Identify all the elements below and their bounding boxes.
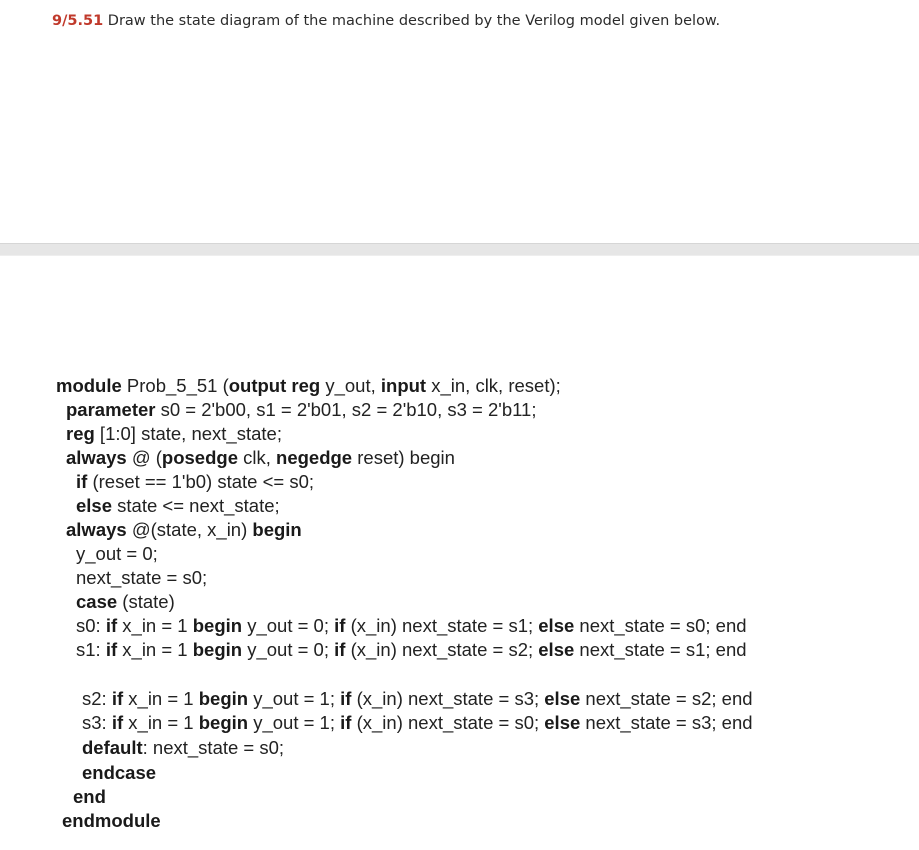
code-line (82, 762, 156, 784)
code-keyword: else (544, 688, 581, 709)
code-keyword: if (111, 688, 124, 709)
code-text: s2: (82, 688, 112, 709)
code-text: s0 = 2'b00, s1 = 2'b01, s2 = 2'b10, s3 = 2'b11; (155, 399, 537, 420)
code-keyword: begin (192, 615, 243, 636)
code-keyword: if (111, 712, 124, 733)
code-keyword: always (66, 519, 127, 540)
code-line (76, 639, 747, 661)
code-text: y_out, (320, 375, 381, 396)
code-line (82, 737, 284, 759)
code-text: y_out = 0; (242, 639, 335, 660)
code-line (82, 712, 753, 734)
code-keyword: end (73, 786, 106, 807)
code-text: x_in = 1 (123, 712, 199, 733)
code-keyword: begin (198, 712, 249, 733)
code-line (66, 447, 455, 469)
code-keyword: endmodule (62, 810, 161, 831)
code-text: next_state = s1; end (574, 639, 747, 660)
code-keyword: case (76, 591, 118, 612)
code-keyword: if (105, 639, 118, 660)
code-line (76, 495, 280, 517)
code-text: (x_in) next_state = s3; (351, 688, 545, 709)
code-line (76, 615, 747, 637)
code-keyword: endcase (82, 762, 157, 783)
code-text: next_state = s3; end (580, 712, 753, 733)
code-text: y_out = 1; (248, 688, 341, 709)
code-text: @ ( (126, 447, 162, 468)
code-keyword: default (82, 737, 143, 758)
code-keyword: always (66, 447, 127, 468)
code-text: (x_in) next_state = s0; (351, 712, 545, 733)
code-text: : next_state = s0; (142, 737, 285, 758)
code-text: clk, (238, 447, 277, 468)
code-keyword: if (340, 712, 352, 733)
code-keyword: module (56, 375, 122, 396)
code-text: s1: (76, 639, 106, 660)
code-keyword: if (334, 615, 346, 636)
code-keyword: reg (66, 423, 95, 444)
code-line (76, 543, 158, 565)
question-number: 9/5.51 (52, 13, 104, 29)
code-keyword: if (76, 471, 88, 492)
question-text: Draw the state diagram of the machine described by the Verilog model given below. (107, 13, 721, 29)
code-text: (state) (117, 591, 175, 612)
code-text: s0: (76, 615, 106, 636)
code-keyword: input (380, 375, 427, 396)
code-text: next_state = s0; (76, 567, 208, 588)
code-line (73, 786, 106, 808)
code-keyword: parameter (66, 399, 156, 420)
code-text: [1:0] state, next_state; (94, 423, 282, 444)
code-line (62, 810, 161, 832)
code-text: x_in = 1 (123, 688, 199, 709)
code-text: s3: (82, 712, 112, 733)
code-line (82, 688, 753, 710)
code-keyword: if (340, 688, 352, 709)
code-text: (reset == 1'b0) state <= s0; (87, 471, 315, 492)
code-text: Prob_5_51 ( (121, 375, 229, 396)
code-text: (x_in) next_state = s2; (345, 639, 539, 660)
code-text: next_state = s2; end (580, 688, 753, 709)
code-line (76, 567, 207, 589)
code-keyword: else (76, 495, 113, 516)
code-line (56, 375, 561, 397)
code-text: (x_in) next_state = s1; (345, 615, 539, 636)
code-text: reset) begin (352, 447, 455, 468)
code-keyword: posedge (161, 447, 238, 468)
code-keyword: negedge (276, 447, 353, 468)
code-text: @(state, x_in) (126, 519, 253, 540)
code-keyword: if (105, 615, 118, 636)
code-text: next_state = s0; end (574, 615, 747, 636)
code-keyword: begin (192, 639, 243, 660)
code-keyword: else (538, 615, 575, 636)
code-text: x_in = 1 (117, 639, 193, 660)
code-text: x_in, clk, reset); (426, 375, 561, 396)
code-keyword: begin (198, 688, 249, 709)
code-line (76, 471, 314, 493)
code-text: y_out = 0; (242, 615, 335, 636)
code-text: state <= next_state; (112, 495, 280, 516)
code-line (76, 591, 175, 613)
code-text: y_out = 0; (76, 543, 158, 564)
code-line (66, 519, 302, 541)
code-keyword: if (334, 639, 346, 660)
code-line (66, 399, 536, 421)
code-line (66, 423, 282, 445)
code-keyword: begin (252, 519, 302, 540)
code-text: y_out = 1; (248, 712, 341, 733)
code-keyword: output reg (228, 375, 321, 396)
code-keyword: else (538, 639, 575, 660)
code-text: x_in = 1 (117, 615, 193, 636)
code-keyword: else (544, 712, 581, 733)
